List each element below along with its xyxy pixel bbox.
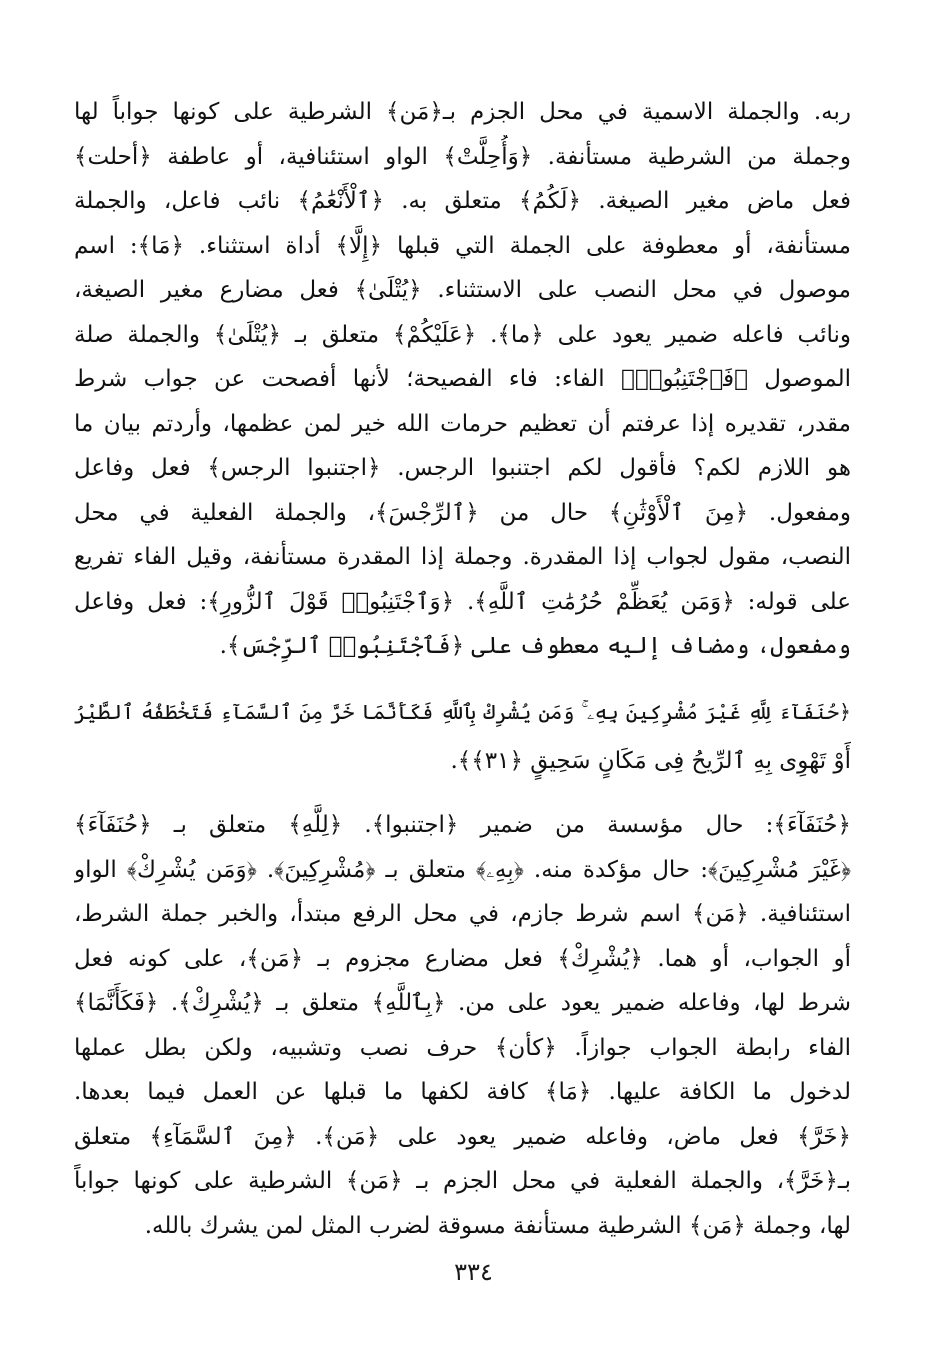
text-line: مستأنفة، أو معطوفة على الجملة التي قبلها ﴿إِلَّا﴾ أداة استثناء. ﴿مَا﴾: اسم — [74, 232, 851, 259]
commentary-paragraph-2 — [74, 803, 851, 1248]
text-line: هو اللازم لكم؟ فأقول لكم اجتنبوا الرجس. ﴿اجتنبوا الرجس﴾ فعل وفاعل — [74, 455, 851, 481]
text-line: ربه. والجملة الاسمية في محل الجزم بـ﴿مَن﴾ الشرطية على كونها جواباً لها — [74, 99, 851, 125]
text-line: شرط لها، وفاعله ضمير يعود على من. ﴿بِٱللَّهِ﴾ متعلق بـ ﴿يُشْرِكْ﴾. ﴿فَكَأَنَّمَا﴾ — [74, 990, 851, 1016]
text-line: الموصول ﴿فَٱجْتَنِبُوا۟﴾ الفاء: فاء الفصيحة؛ لأنها أفصحت عن جواب شرط — [74, 366, 851, 392]
text-line: لدخول ما الكافة عليها. ﴿مَا﴾ كافة لكفها ما قبلها عن العمل فيما بعدها. — [74, 1079, 851, 1105]
text-line: مقدر، تقديره إذا عرفتم أن تعظيم حرمات الله خير لمن عظمها، وأردتم بيان ما — [74, 410, 851, 437]
quran-verse — [74, 688, 851, 786]
verse-line: أَوْ تَهْوِى بِهِ ٱلرِّيحُ فِى مَكَانٍ سَحِيقٍ ﴿٣١﴾﴾. — [450, 748, 851, 774]
text-line: النصب، مقول لجواب إذا المقدرة. وجملة إذا المقدرة مستأنفة، وقيل الفاء تفريع — [74, 544, 851, 570]
text-line: وجملة من الشرطية مستأنفة. ﴿وَأُحِلَّتْ﴾ الواو استئنافية، أو عاطفة ﴿أحلت﴾ — [74, 143, 851, 170]
text-line: بـ﴿خَرَّ﴾، والجملة الفعلية في محل الجزم بـ ﴿مَن﴾ الشرطية على كونها جواباً — [74, 1168, 851, 1194]
commentary-paragraph-1 — [74, 90, 851, 669]
page-number: ٣٣٤ — [454, 1258, 493, 1286]
text-line: على قوله: ﴿وَمَن يُعَظِّمْ حُرُمَٰتِ ٱللَّهِ﴾. ﴿وَٱجْتَنِبُوا۟ قَوْلَ ٱلزُّورِ﴾: فعل وفاعل — [74, 588, 851, 615]
text-line: ومفعول، ومضاف إليه معطوف على ﴿فَٱجْتَنِبُوا۟ ٱلرِّجْسَ﴾. — [219, 633, 851, 659]
text-line: ﴿حُنَفَآءَ﴾: حال مؤسسة من ضمير ﴿اجتنبوا﴾. ﴿لِلَّهِ﴾ متعلق بـ ﴿حُنَفَآءَ﴾ — [74, 812, 851, 838]
text-line: استئنافية. ﴿مَن﴾ اسم شرط جازم، في محل الرفع مبتدأ، والخبر جملة الشرط، — [74, 901, 851, 927]
text-line: موصول في محل النصب على الاستثناء. ﴿يُتْلَىٰ﴾ فعل مضارع مغير الصيغة، — [74, 277, 851, 303]
text-line: لها، وجملة ﴿مَن﴾ الشرطية مستأنفة مسوقة لضرب المثل لمن يشرك بالله. — [144, 1212, 851, 1239]
text-line: الفاء رابطة الجواب جوازاً. ﴿كأن﴾ حرف نصب وتشبيه، ولكن بطل عملها — [74, 1034, 851, 1061]
text-line: ﴿غَيْرَ مُشْرِكِينَ﴾: حال مؤكدة منه. ﴿بِهِۦ﴾ متعلق بـ ﴿مُشْرِكِينَ﴾. ﴿وَمَن يُشْرِكْ﴾ الواو — [74, 856, 851, 883]
text-line: ونائب فاعله ضمير يعود على ﴿ما﴾. ﴿عَلَيْكُمْ﴾ متعلق بـ ﴿يُتْلَىٰ﴾ والجملة صلة — [74, 321, 851, 348]
text-line: أو الجواب، أو هما. ﴿يُشْرِكْ﴾ فعل مضارع مجزوم بـ ﴿مَن﴾، على كونه فعل — [74, 945, 851, 972]
verse-line: ﴿حُنَفَآءَ لِلَّهِ غَيْرَ مُشْرِكِينَ بِهِۦ ۚ وَمَن يُشْرِكْ بِٱللَّهِ فَكَأَنَّمَا خَرَّ مِنَ ٱلسَّمَآءِ فَتَخْطَفُهُ ٱلطَّيْرُ — [74, 700, 851, 724]
text-line: فعل ماض مغير الصيغة. ﴿لَكُمُ﴾ متعلق به. ﴿ٱلْأَنْعَٰمُ﴾ نائب فاعل، والجملة — [74, 188, 851, 214]
text-line: ﴿خَرَّ﴾ فعل ماض، وفاعله ضمير يعود على ﴿مَن﴾. ﴿مِنَ ٱلسَّمَآءِ﴾ متعلق — [74, 1123, 851, 1150]
text-line: ومفعول. ﴿مِنَ ٱلْأَوْثَٰنِ﴾ حال من ﴿ٱلرِّجْسَ﴾، والجملة الفعلية في محل — [74, 499, 851, 526]
